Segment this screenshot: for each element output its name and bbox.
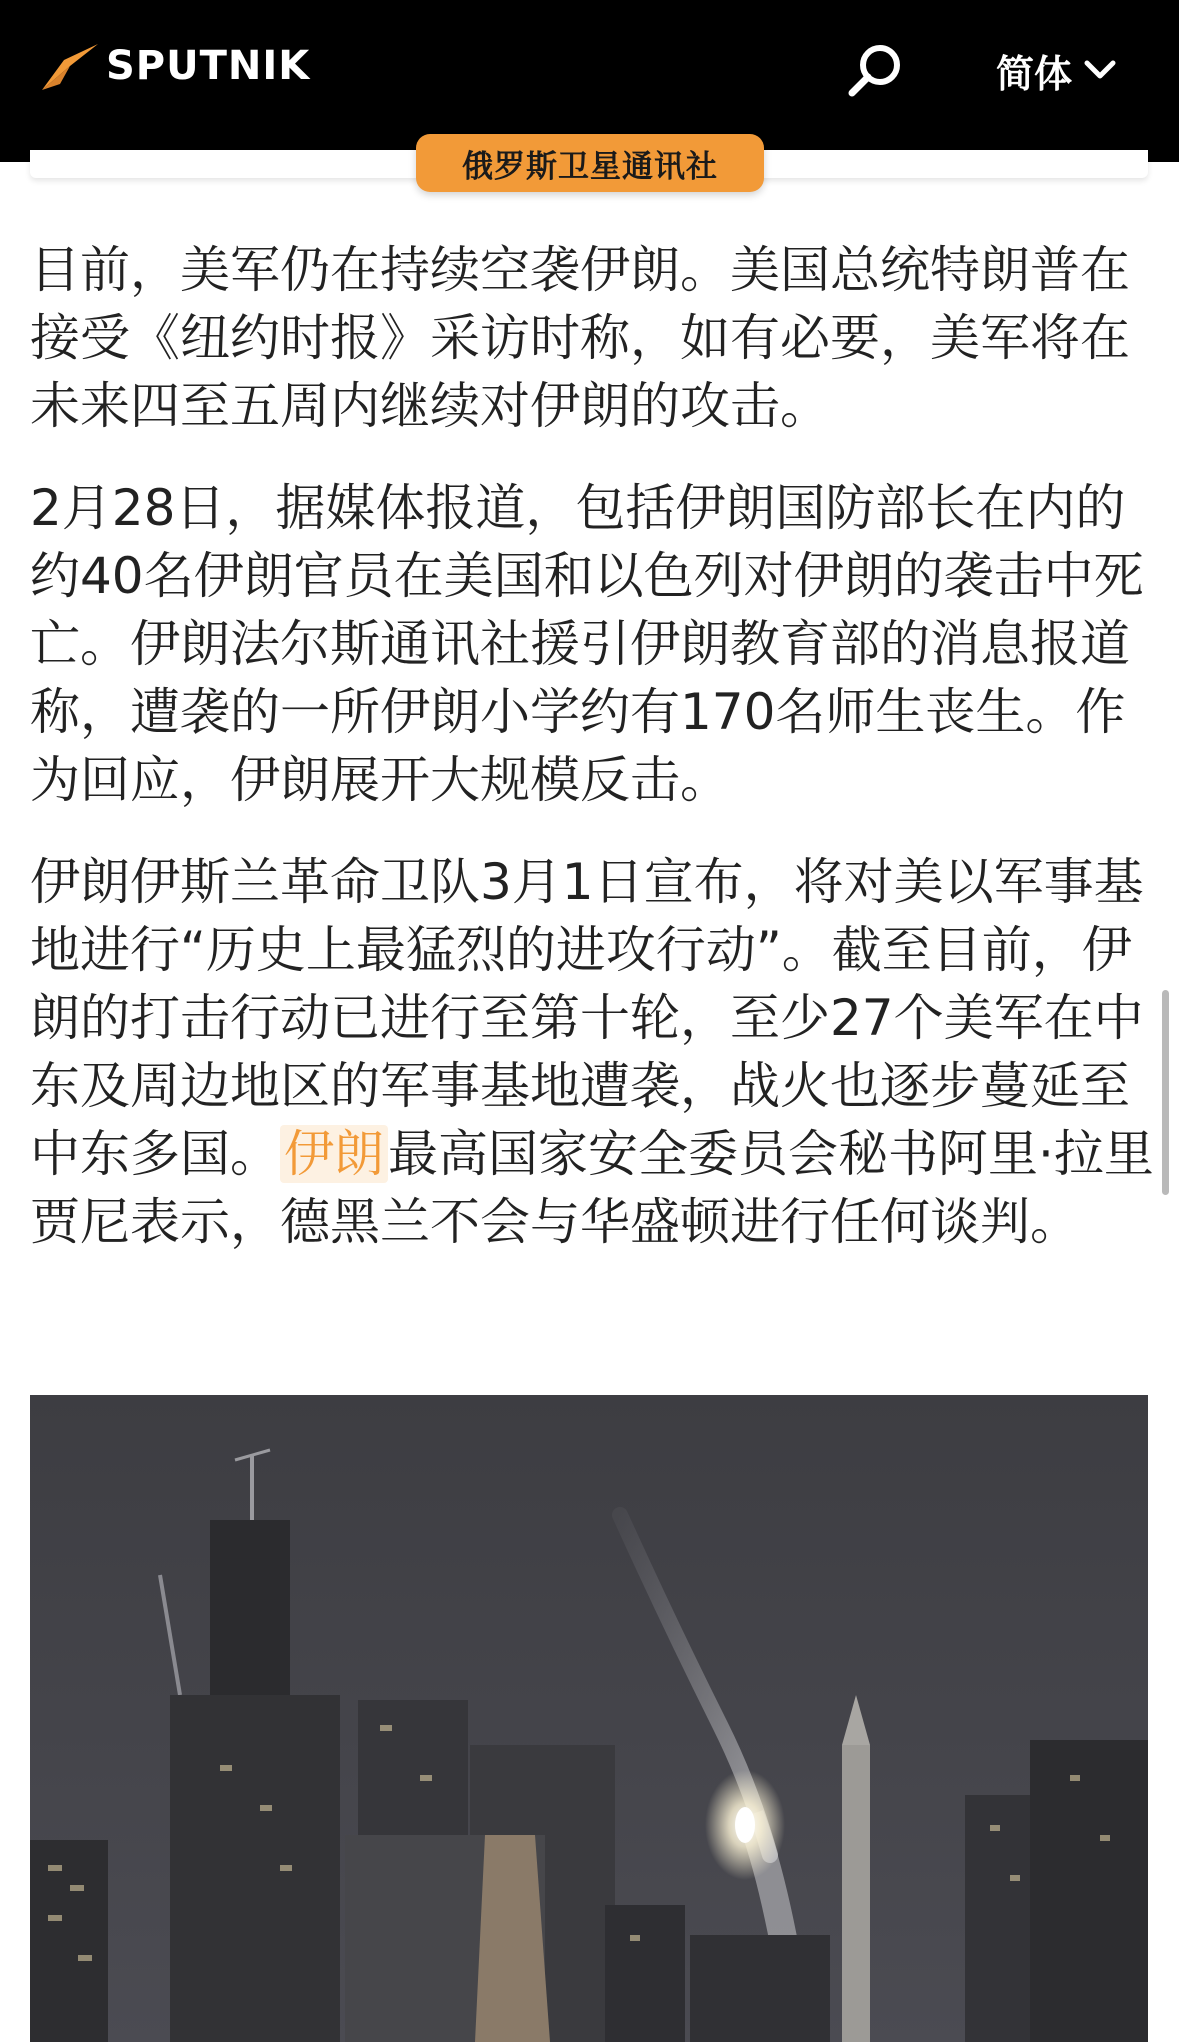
chevron-down-icon	[1084, 60, 1116, 80]
night-city-missile-photo-icon	[30, 1395, 1148, 2042]
paragraph-text: 最高国家安全委员会秘书阿里·拉里贾尼表示，德黑兰不会与华盛顿进行任何谈判。	[30, 1125, 1154, 1251]
paragraph-text: 伊朗伊斯兰革命卫队3月1日宣布，将对美以军事基地进行“历史上最猛烈的进攻行动”。截至目前，伊朗的打击行动已进行至第十轮，至少27个美军在中东及周边地区的军事基地遭袭，战火也逐步蔓延至中东多国。	[30, 853, 1144, 1183]
article-body	[30, 236, 1154, 1290]
language-label: 简体	[996, 51, 1073, 96]
search-button[interactable]	[842, 36, 910, 104]
article-paragraph: 目前，美军仍在持续空袭伊朗。美国总统特朗普在接受《纽约时报》采访时称，如有必要，美军将在未来四至五周内继续对伊朗的攻击。	[30, 241, 1130, 435]
scrollbar[interactable]	[1162, 990, 1169, 1195]
agency-badge[interactable]: 俄罗斯卫星通讯社	[416, 134, 764, 192]
article-paragraph: 2月28日，据媒体报道，包括伊朗国防部长在内的约40名伊朗官员在美国和以色列对伊朗的袭击中死亡。伊朗法尔斯通讯社援引伊朗教育部的消息报道称，遭袭的一所伊朗小学约有170名师生丧生。作为回应，伊朗展开大规模反击。	[30, 479, 1144, 809]
sputnik-logo[interactable]	[40, 36, 310, 96]
article-paragraph	[30, 848, 1154, 1256]
iran-tag-link[interactable]: 伊朗	[280, 1125, 388, 1183]
article-photo[interactable]	[30, 1395, 1148, 2042]
sputnik-wing-logo-icon	[40, 40, 100, 92]
search-icon	[847, 41, 905, 99]
language-selector[interactable]	[996, 36, 1116, 104]
logo-text: SPUTNIK	[106, 43, 311, 89]
